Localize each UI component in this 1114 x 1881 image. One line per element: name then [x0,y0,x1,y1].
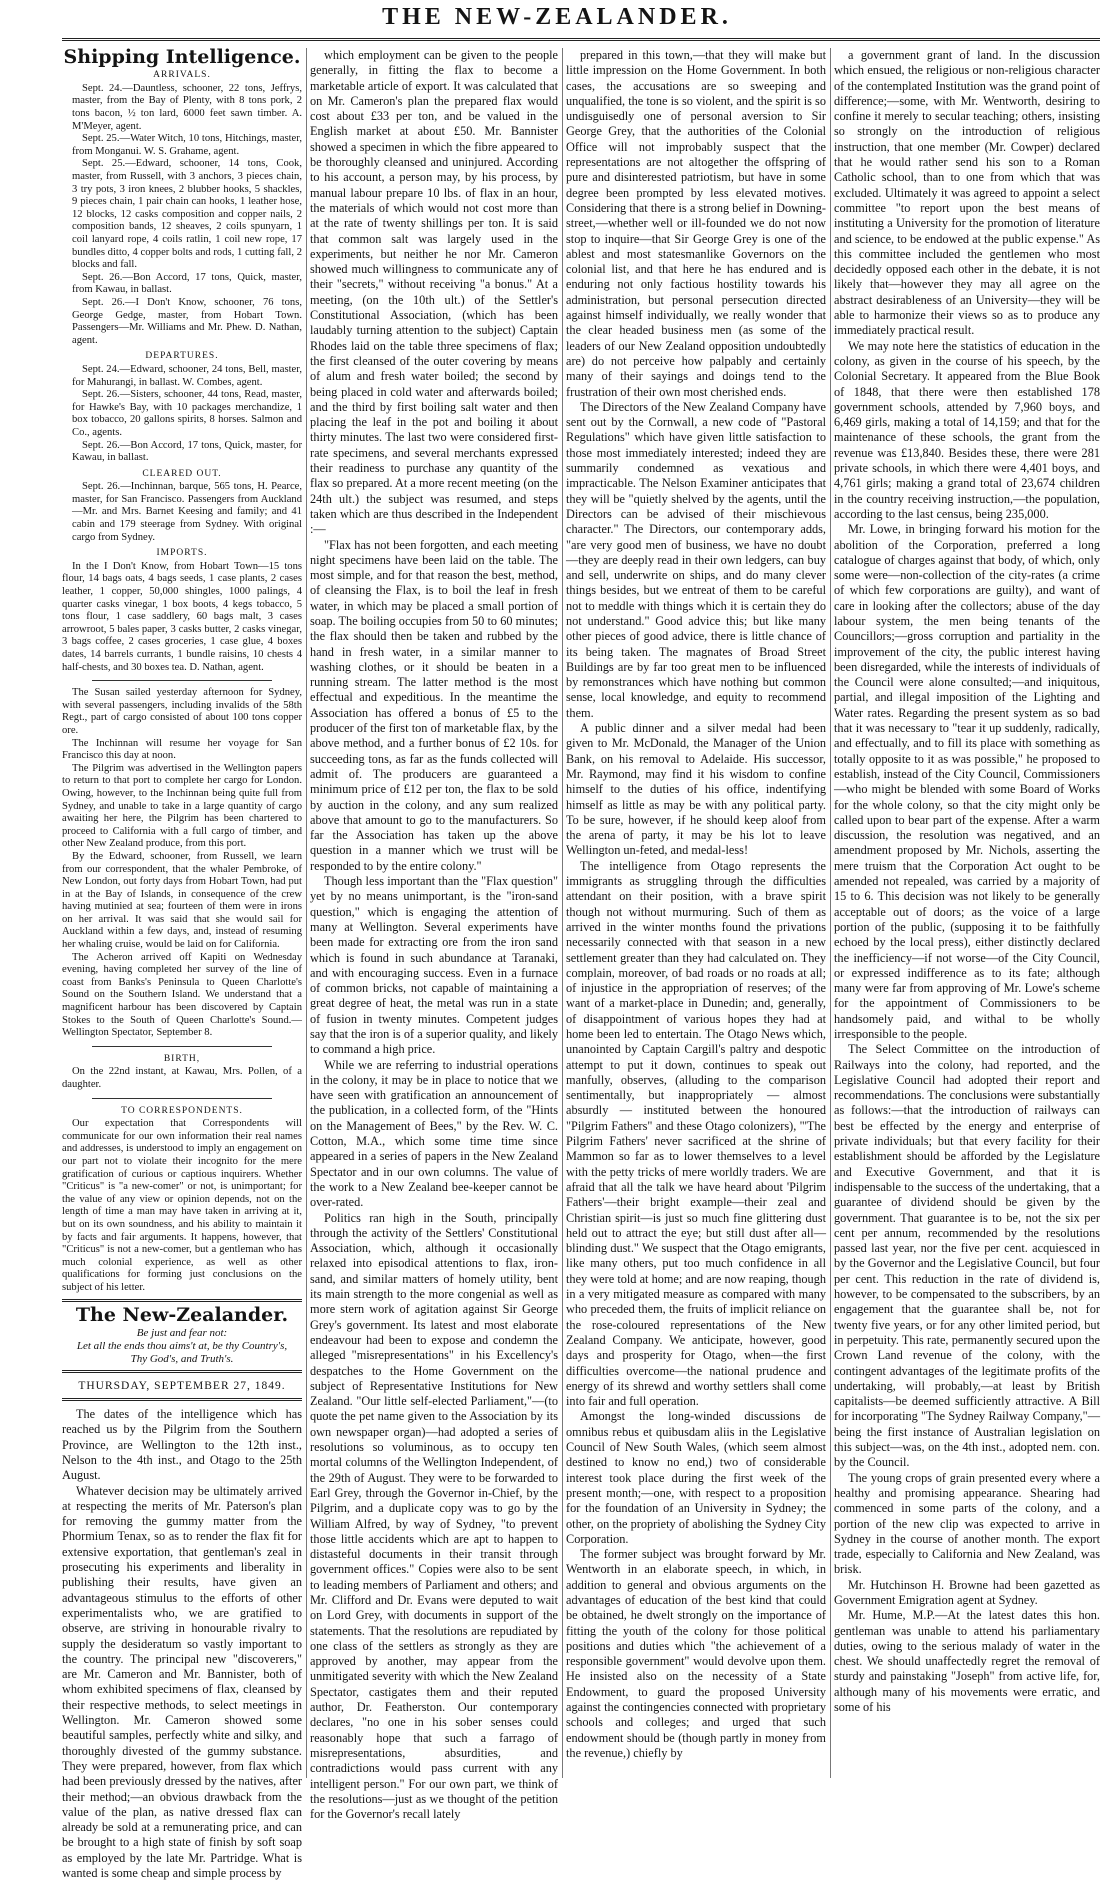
arrival-entry: Sept. 25.—Water Witch, 10 tons, Hitchings, master, from Monganui. W. S. Grahame, agent. [72,133,302,157]
column-3 [566,48,826,1778]
column-rule [830,48,831,1778]
masthead-rule [62,38,1100,41]
divider [92,1098,272,1099]
column-3-text [566,48,826,1761]
article-paragraph: Mr. Hume, M.P.—At the latest dates this hon. gentleman was unable to attend his parliamentary duties, owing to the serious malady of water in the chest. We should unaffectedly regret the removal of sturdy and painstaking "Joseph" from active life, for, although many of his movements were erratic, and some of his [834,1608,1100,1715]
departures-label: DEPARTURES. [145,351,219,362]
column-4 [834,48,1100,1778]
departures-list [62,364,302,465]
editorial-paragraph: The dates of the intelligence which has reached us by the Pilgrim from the Southern Province, are Wellington to the 12th inst., Nelson to the 4th inst., and Otago to the 25th August. [62,1407,302,1483]
article-paragraph: A public dinner and a silver medal had been given to Mr. McDonald, the Manager of the Union Bank, on his removal to Adelaide. His successor, Mr. Raymond, may find it his wisdom to confine himself to the duties of his office, indentifying himself as little as may be with any political party. To be sure, however, if he should keep aloof from the arena of party, it may be his lot to leave Wellington un-feted, and medal-less! [566,721,826,858]
correspondents-notice: Our expectation that Correspondents will communicate for our own information their real names and addresses, is understood to imply an engagement on our part not to violate their incognito for the mere gratification of curious or captious inquirers. Whether "Criticus" is "a new-comer" or not, is unimportant; for the value of any view or opinion depends, not on the length of time a man may have taken in arriving at it, but on its own soundness, and his ability to maintain it by facts and fair arguments. It happens, however, that "Criticus" is not a new-comer, but a gentleman who has much colonial experience, as well as other qualifications for forming just conclusions on the subject of his letter. [62,1118,302,1293]
article-paragraph: While we are referring to industrial operations in the colony, it may be in place to notice that we have seen with gratification an announcement of the publication, in a collected form, of the "Hints on the Management of Bees," by the Rev. W. C. Cotton, M.A., which some time time since appeared in a series of papers in the New Zealand Spectator and in our own columns. The value of the work to a New Zealand bee-keeper cannot be over-rated. [310,1057,558,1210]
divider [92,680,272,681]
departure-entry: Sept. 26.—Bon Accord, 17 tons, Quick, master, for Kawau, in ballast. [72,439,302,464]
article-paragraph: Mr. Hutchinson H. Browne had been gazetted as Government Emigration agent at Sydney. [834,1577,1100,1607]
arrival-entry: Sept. 25.—Edward, schooner, 14 tons, Cook, master, from Russell, with 3 anchors, 3 pieces chain, 3 try pots, 3 iron knees, 2 blubber hooks, 5 shackles, 9 pieces chain, 1 pair chain can hooks, 1 leather hose, 12 blocks, 12 casks composition and copper nails, 2 composition bands, 12 sheaves, 2 coils spunyarn, 1 coil lanyard rope, 4 coils ratlin, 1 coil new rope, 17 bundles ditto, 4 copper bolts and rods, 1 cutting fall, 2 blocks and fall. [72,158,302,271]
article-paragraph: Politics ran high in the South, principally through the activity of the Settlers' Constitutional Association, which, although it occasionally relaxed into episodical attentions to flax, iron-sand, and similar matters of homely utility, bent its main strength to the more congenial as well as more stern work of agitation against Sir George Grey's government. Its latest and most elaborate endeavour had been to expose and condemn the alleged "misrepresentations" in his Excellency's despatches to the Home Government on the subject of Representative Institutions for New Zealand. "Our little self-elected Parliament,"—(to quote the pet name given to the Association by its own newspaper organ)—had adopted a series of resolutions so voluminous, as to occupy ten mortal columns of the Wellington Independent, of the 29th of August. They were to be forwarded to Earl Grey, through the Governor in-Chief, by the Pilgrim, and a duplicate copy was to go by the William Alfred, by way of Sydney, "to prevent those little accidents which are apt to happen to distasteful documents in their transit through government offices." Copies were also to be sent to leading members of Parliament and others; and Mr. Clifford and Dr. Evans were deputed to wait on Lord Grey, with documents in support of the statements. That the resolutions are repudiated by one class of the settlers as strongly as they are approved by another, may appear from the unmitigated severity with which the New Zealand Spectator, castigates them and their reputed author, Dr. Featherston. Our contemporary declares, "no one in his sober senses could reasonably hope that such a farrago of misrepresentations, absurdities, and contradictions would pass current with any intelligent person." For our own part, we think of the resolutions—just as we thought of the petition for the Governor's recall lately [310,1210,558,1822]
article-paragraph: Mr. Lowe, in bringing forward his motion for the abolition of the Corporation, preferred a long catalogue of charges against that body, of which, only some were—non-collection of the city-rates (a crime of which few corporations are guilty), and want of care in looking after the collectors; abuse of the day labour system, the men being tenants of the Councillors;—gross corruption and partiality in the improvement of the city, the public interest having been disregarded, while the interests of individuals of the Council were alone consulted;—and iniquitous, partial, and illegal imposition of the Lighting and Water rates. Regarding the present system as so bad that it was necessary to "tear it up suddenly, radically, and effectually, and to fill its place with something as totally opposite to it as was possible," he proposed to establish, instead of the City Council, Commissioners—who might be blended with some Board of Works for the whole colony, so that the city might only be called upon to bear part of the expense. After a warm discussion, the resolution was negatived, and an amendment proposed by Mr. Nichols, asserting the mere truism that the Corporation Act ought to be amended not repealed, was carried by a majority of 15 to 6. This decision was not likely to be generally acceptable out of doors; as the voice of a large portion of the public, (supposing it to be faithfully echoed by the local press), either distinctly declared the inefficiency—if not worse—of the City Council, or expressed indifference as to its fate; although many were far from approving of Mr. Lowe's scheme for the appointment of Commissioners to be handsomely paid, and withal to be wholly irresponsible to the people. [834,522,1100,1041]
article-paragraph: which employment can be given to the people generally, in fitting the flax to become a marketable article of export. It was calculated that on Mr. Cameron's plan the prepared flax would cost about £33 per ton, and be valued in the English market at about £50. Mr. Bannister showed a specimen in which the fibre appeared to be thoroughly cleansed and uninjured. According to his account, a person may, by his process, by manual labour prepare 10 lbs. of flax in an hour, the materials of which would not cost more than at the rate of twenty shillings per ton. It is said that common salt was largely used in the experiments, but neither he nor Mr. Cameron showed much willingness to communicate any of their "secrets," without receiving "a bonus." At a meeting, (on the 10th ult.) of the Settler's Constitutional Association, (which has been laudably turning attention to the subject) Captain Rhodes laid on the table three specimens of flax; the first cleansed of the outer covering by means of alum and fresh water boiled; the second by being placed in cold water and afterwards boiled; and the third by first boiling salt water and then placing the leaf in the pot and boiling it about thirty minutes. The last two were considered first-rate specimens, and several merchants expressed their readiness to purchase any quantity of the flax so prepared. At a more recent meeting (on the 24th ult.) the subject was resumed, and steps taken which are thus described in the Independent :— [310,48,558,537]
motto-line: Let all the ends thou aims't at, be thy Country's, [76,1339,288,1352]
column-1 [62,46,302,1881]
column-rule [562,48,563,1778]
article-paragraph: "Flax has not been forgotten, and each meeting night specimens have been laid on the table. The most simple, and for that reason the best, method, of cleansing the Flax, is to boil the leaf in fresh water, in which may be placed a small portion of soap. The boiling occupies from 50 to 60 minutes; the flax should then be taken and rubbed by the hand in fresh water, in a similar manner to washing clothes, or it should be beaten in a running stream. The latter method is the most effectual and expeditious. In the meantime the Association has offered a bonus of £5 to the producer of the first ton of marketable flax, by the above method, and a further bonus of £2 10s. for succeeding tons, as far as the funds collected will admit of. The producers are guaranteed a minimum price of £12 per ton, the flax to be sold by auction in the colony, and any sum realized above that amount to go to the manufacturers. So far the Association has taken up the above question in a manner which we trust will be responded to by the entire colony." [310,537,558,873]
birth-label: BIRTH, [163,1053,201,1064]
article-paragraph: Amongst the long-winded discussions de omnibus rebus et quibusdam aliis in the Legislative Council of New South Wales, (which seem almost destined to know no end,) two of considerable interest took place during the first week of the present month;—one, with respect to a proposition for the foundation of an University in Sydney; the other, on the propriety of abolishing the Sydney City Corporation. [566,1409,826,1546]
editorial [62,1407,302,1881]
article-paragraph: The intelligence from Otago represents the immigrants as struggling through the difficulties attendant on their position, with a brave spirit though not without murmuring. Such of them as arrived in the winter months found the privations necessarily connected with that season in a new settlement greater than they had calculated on. They complain, moreover, of bad roads or no roads at all; of injustice in the appropriation of reserves; of the want of a market-place in Dunedin; and, generally, of disappointment of various hopes they had at home been led to entertain. The Otago News which, unanointed by Captain Cargill's paltry and despotic attempt to put it down, continues to speak out manfully, observes, (alluding to the comparison sentimentally, but inappropriately — almost absurdly — instituted between the honoured "Pilgrim Fathers" and these Otago colonizers), "'The Pilgrim Fathers' never sacrificed at the shrine of Mammon so far as to lower themselves to a level with the petty tricks of mere worldly traders. We are afraid that all the talk we have heard about 'Pilgrim Fathers'—their bright example—their zeal and Christian spirit—is just so much fine glittering dust held out to attract the eye; but still dust after all—blinding dust." We suspect that the Otago emigrants, like many others, put too much confidence in all they were told at home; and are now reaping, though in a very mitigated measure as compared with many who preceded them, the fruits of implicit reliance on the rose-coloured representations of the New Zealand Company. We anticipate, however, good days and prosperity for Otago, when—the first difficulties overcome—the national prudence and energy of its shrewd and worthy settlers shall come into fair and full operation. [566,858,826,1409]
arrivals-list [62,83,302,347]
news-paragraph: By the Edward, schooner, from Russell, we learn from our correspondent, that the whaler Pembroke, of New London, out forty days from Hobart Town, had put in at the Bay of Islands, in consequence of the crew having mutinied at sea; fourteen of them were in irons on her arrival. It was said that she would sail for Auckland within a few days, and, instead of resuming her whaling cruise, would be laid on for California. [62,850,302,951]
divider [62,1299,302,1302]
arrival-entry: Sept. 26.—I Don't Know, schooner, 76 tons, George Gedge, master, from Hobart Town. Passengers—Mr. Williams and Mr. Phew. D. Nathan, agent. [72,296,302,346]
divider [62,1398,302,1401]
shipping-heading: Shipping Intelligence. [63,46,301,68]
shipping-news [62,687,302,1040]
article-paragraph: Though less important than the "Flax question" yet by no means unimportant, is the "iron-sand question," which is engaging the attention of many at Wellington. Several experiments have been made for extracting ore from the iron sand which is found in such abundance at Taranaki, and with encouraging success. Even in a furnace of common bricks, not capable of maintaining a great degree of heat, the metal was run in a state of fusion in twenty minutes. Competent judges say that the iron is of a superior quality, and likely to command a high price. [310,874,558,1057]
cleared-list [62,481,302,544]
article-paragraph: The Select Committee on the introduction of Railways into the colony, had reported, and the Legislative Council had adopted their report and recommendations. The conclusions were substantially as follows:—that the introduction of railways can best be effected by the energy and enterprise of private individuals; but that every facility for their establishment should be afforded by the Legislature and Executive Government, and that it is indispensable to the success of the undertaking, that a guarantee of dividend should be given by the government. That guarantee is to be, not the six per cent per annum, recommended by the resolutions passed last year, nor the five per cent. acquiesced in by the Governor and the Legislative Council, but four per cent. This reduction in the rate of dividend is, however, to be compensated to the subscribers, by an engagement that the guarantee shall be, not for twenty five years, or for any other limited period, but in perpetuity. This rate, permanently secured upon the Crown Land revenue of the colony, with the contingent advantages of the legitimate profits of the undertaking, will probably,—at least by British capitalists—be deemed sufficiently attractive. A Bill for incorporating "The Sydney Railway Company,"—being the first instance of Australian legislation on this subject—was, on the 4th inst., adopted nem. con. by the Council. [834,1042,1100,1470]
arrival-entry: Sept. 24.—Dauntless, schooner, 22 tons, Jeffrys, master, from the Bay of Plenty, with 8 tons pork, 2 tons bacon, ½ ton lard, 6000 feet sawn timber. A. M'Meyer, agent. [72,82,302,132]
article-paragraph: prepared in this town,—that they will make but little impression on the Home Government. In both cases, the accusations are so sweeping and unqualified, the tone is so violent, and the spirit is so undisguisedly one of personal aversion to Sir George Grey, that the authorities of the Colonial Office will not improbably suspect that the representations are not altogether the offspring of pure and disinterested patriotism, but have in some degree been prompted by less elevated motives. Considering that there is a strong belief in Downing-street,—whether well or ill-founded we do not now stop to inquire—that Sir George Grey is one of the ablest and most statesmanlike Governors on the colonial list, and that here he has endured and is enduring not only factious hostility towards his administration, but personal persecution directed against himself individually, we really wonder that the clear headed business men (as some of the leaders of our New Zealand opposition undoubtedly are) do not perceive how palpably and certainly many of their sayings and doings tend to the frustration of their own most cherished ends. [566,48,826,399]
imports-label: IMPORTS. [156,548,208,559]
imports-text: In the I Don't Know, from Hobart Town—15 tons flour, 14 bags oats, 4 bags seeds, 1 case plants, 2 cases leather, 1 copper, 50,000 shingles, 1000 palings, 4 quarter casks vinegar, 1 box boots, 4 kegs tobacco, 5 tons flour, 1 case saddlery, 60 bags malt, 3 cases arrowroot, 5 bales paper, 3 casks butter, 2 casks vinegar, 3 bags coffee, 2 cases groceries, 1 case glue, 4 boxes dates, 14 barrels currants, 1 bundle raisins, 10 chests 4 half-chests, and 30 boxes tea. D. Nathan, agent. [62,560,302,673]
divider [92,1046,272,1047]
column-2 [310,48,558,1822]
news-paragraph: The Inchinnan will resume her voyage for San Francisco this day at noon. [62,737,302,762]
birth-notice: On the 22nd instant, at Kawau, Mrs. Pollen, of a daughter. [62,1066,302,1091]
issue-date: THURSDAY, SEPTEMBER 27, 1849. [78,1379,286,1392]
news-paragraph: The Acheron arrived off Kapiti on Wednesday evening, having completed her survey of the line of coast from Banks's Peninsula to Queen Charlotte's Sound on the Southern Island. We understand that a magnificent harbour has been discovered by Captain Stokes to the South of Queen Charlotte's Sound.—Wellington Spectator, September 8. [62,951,302,1039]
column-rule [306,48,307,1778]
divider [62,1370,302,1373]
paper-title: The New-Zealander. [75,1303,289,1326]
arrival-entry: Sept. 26.—Bon Accord, 17 tons, Quick, master, from Kawau, in ballast. [72,271,302,296]
article-paragraph: a government grant of land. In the discussion which ensued, the religious or non-religious character of the contemplated Institution was the grand point of difference;—some, with Mr. Wentworth, desiring to confine it merely to secular teaching; others, insisting so strongly on the introduction of religious instruction, that one member (Mr. Cowper) declared that he would rather send his son to a Roman Catholic school, than to one from which that was excluded. Ultimately it was agreed to appoint a select committee "to report upon the best means of instituting a University for the promotion of literature and science, to be endowed at the public expense." As this committee included the gentlemen who most decidedly opposed each other in the debate, it is not likely that—however they may all agree on the abstract desirableness of an University—they will be able to harmonize their views so as to produce any immediately practical result. [834,48,1100,338]
correspondents-label: TO CORRESPONDENTS. [121,1105,243,1116]
editorial-paragraph: Whatever decision may be ultimately arrived at respecting the merits of Mr. Paterson's plan for removing the gummy matter from the Phormium Tenax, so as to render the flax fit for extensive exportation, that gentleman's zeal in prosecuting his experiments and liberality in publishing their results, have given an advantageous stimulus to the efforts of other experimentalists who, we are gratified to observe, are striving in honourable rivalry to supply the desideratum so vastly important to the country. The principal new "discoverers," are Mr. Cameron and Mr. Bannister, both of whom exhibited specimens of flax, cleansed by their respective methods, to select meetings in Wellington. Mr. Cameron showed some beautiful samples, perfectly white and silky, and thoroughly divested of the gummy substance. They were prepared, however, from flax which had been previously dressed by the natives, after their method;—an obvious drawback from the value of the plan, as native dressed flax can already be sold at a remunerating price, and can be brought to a high state of finish by soft soap as employed by the late Mr. Partridge. What is wanted is some cheap and simple process by [62,1483,302,1881]
cleared-entry: Sept. 26.—Inchinnan, barque, 565 tons, H. Pearce, master, for San Francisco. Passengers from Auckland—Mr. and Mrs. Barnet Keesing and family; and 41 cabin and 179 steerage from Sydney. With original cargo from Sydney. [72,481,302,543]
departure-entry: Sept. 26.—Sisters, schooner, 44 tons, Read, master, for Hawke's Bay, with 10 packages merchandize, 1 box tobacco, 20 gallons spirits, 8 horses. Salmon and Co., agents. [72,389,302,438]
motto-line: Be just and fear not: [136,1326,228,1339]
article-paragraph: The former subject was brought forward by Mr. Wentworth in an elaborate speech, in which, in addition to general and obvious arguments on the advantages of education of the best kind that could be obtained, he dwelt strongly on the importance of fitting the youth of the colony for those political positions and duties which "the achievement of a responsible government" would devolve upon them. He insisted also on the necessity of a State Endowment, to guard the proposed University against the contingencies connected with proprietary schools and colleges; and urged that such endowment should be (though partly in money from the revenue,) chiefly by [566,1547,826,1760]
column-4-text [834,48,1100,1715]
departure-entry: Sept. 24.—Edward, schooner, 24 tons, Bell, master, for Mahurangi, in ballast. W. Combes, agent. [72,363,302,388]
arrivals-label: ARRIVALS. [153,70,211,81]
article-paragraph: The Directors of the New Zealand Company have sent out by the Cornwall, a new code of "Pastoral Regulations" which have given little satisfaction to those most immediately interested; indeed they are summarily condemned as vexatious and impracticable. The Nelson Examiner anticipates that they will be "quietly shelved by the agents, until the Directors can be advised of their mischievous character." The Directors, our contemporary adds, "are very good men of business, we have no doubt—they are deeply read in their own ledgers, can buy and sell, underwrite on ships, and do many clever things besides, but we entreat of them to be careful not to meddle with things which it is certain they do not understand." Good advice this; but like many other pieces of good advice, there is little chance of its being taken. The magnates of Broad Street Buildings are by far too great men to be influenced by remonstrances which have nothing but common sense, local knowledge, and equity to recommend them. [566,399,826,720]
news-paragraph: The Susan sailed yesterday afternoon for Sydney, with several passengers, including invalids of the 58th Regt., part of cargo consisted of about 100 tons copper ore. [62,687,302,736]
article-paragraph: We may note here the statistics of education in the colony, as given in the course of his speech, by the Colonial Secretary. It appeared from the Blue Book of 1848, that there were then established 178 government schools, attended by 7,960 boys, and 6,469 girls, making a total of 14,159; and that for the maintenance of these schools, the grant from the revenue was £13,840. Besides these, there were 281 private schools, in which there were 4,401 boys, and 4,761 girls; making a grand total of 23,674 children in the country receiving instruction,—the population, according to the last census, being 235,000. [834,338,1100,521]
motto-line: Thy God's, and Truth's. [130,1352,234,1365]
cleared-label: CLEARED OUT. [142,468,222,479]
news-paragraph: The Pilgrim was advertised in the Wellington papers to return to that port to complete her cargo for London. Owing, however, to the Inchinnan being quite full from Sydney, and unable to take in a large quantity of cargo awaiting her here, the Pilgrim has been chartered to proceed to California with a full cargo of timber, and other New Zealand produce, from this port. [62,762,302,850]
column-2-text [310,48,558,1822]
masthead: THE NEW-ZEALANDER. [382,4,732,30]
article-paragraph: The young crops of grain presented every where a healthy and promising appearance. Shearing had commenced in some parts of the colony, and a portion of the new clip was expected to arrive in Sydney in the course of another month. The export trade, especially to California and New Zealand, was brisk. [834,1470,1100,1577]
